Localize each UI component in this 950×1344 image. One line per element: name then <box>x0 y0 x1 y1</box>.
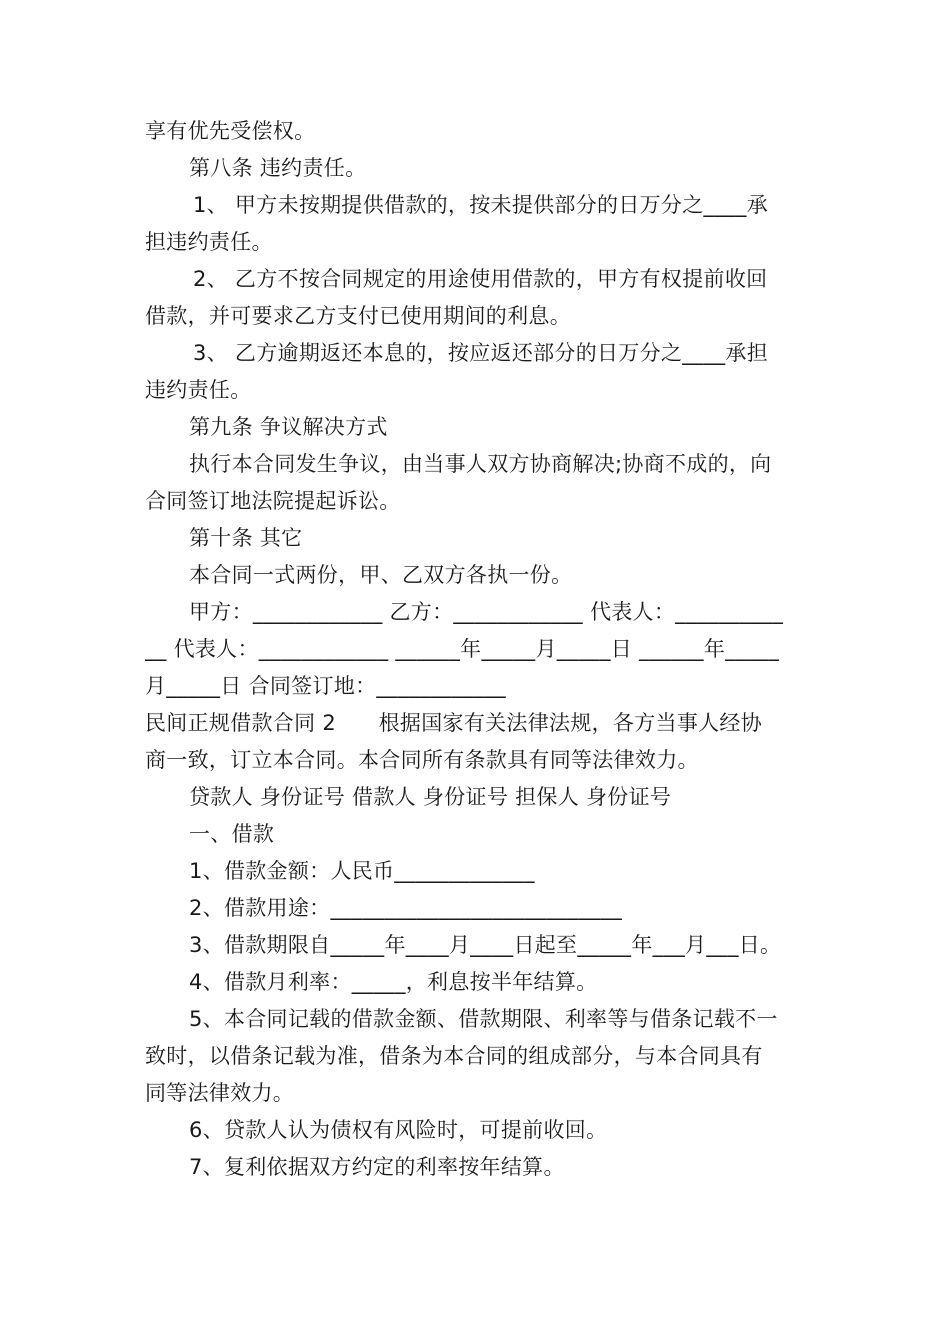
article-heading: 第九条 争议解决方式 <box>189 415 388 439</box>
text-line: 7、复利依据双方约定的利率按年结算。 <box>189 1155 565 1179</box>
text-line: 1、 甲方未按期提供借款的，按未提供部分的日万分之____承 <box>193 193 769 217</box>
text-line: 4、借款月利率：_____，利息按半年结算。 <box>189 970 598 994</box>
text-line: 2、借款用途：___________________________ <box>189 896 623 920</box>
text-line: 违约责任。 <box>145 378 252 402</box>
text-line: 5、本合同记载的借款金额、借款期限、利率等与借条记载不一 <box>189 1007 778 1031</box>
text-line: 6、贷款人认为债权有风险时，可提前收回。 <box>189 1118 608 1142</box>
text-line: 享有优先受偿权。 <box>145 119 316 143</box>
text-line: 同等法律效力。 <box>145 1081 295 1105</box>
signature-line: 甲方：____________ 乙方：____________ 代表人：__________ <box>189 600 784 624</box>
text-line: 3、 乙方逾期返还本息的，按应返还部分的日万分之____承担 <box>193 341 769 365</box>
signature-line: 月_____日 合同签订地：____________ <box>145 674 506 698</box>
article-heading: 一、借款 <box>189 822 275 846</box>
text-line: 1、借款金额：人民币_____________ <box>189 859 535 883</box>
text-line: 2、 乙方不按合同规定的用途使用借款的，甲方有权提前收回 <box>193 267 768 291</box>
article-heading: 第十条 其它 <box>189 526 303 550</box>
text-line: 借款，并可要求乙方支付已使用期间的利息。 <box>145 304 571 328</box>
text-line: 贷款人 身份证号 借款人 身份证号 担保人 身份证号 <box>189 785 672 809</box>
text-line: 担违约责任。 <box>145 230 273 254</box>
text-line: 3、借款期限自_____年____月____日起至_____年___月___日。 <box>189 933 782 957</box>
section-title: 民间正规借款合同 2 根据国家有关法律法规，各方当事人经协 <box>145 711 763 735</box>
text-line: 本合同一式两份，甲、乙双方各执一份。 <box>189 563 573 587</box>
document-page <box>145 113 807 1186</box>
text-line: 致时，以借条记载为准，借条为本合同的组成部分，与本合同具有 <box>145 1044 763 1068</box>
text-line: 商一致，订立本合同。本合同所有条款具有同等法律效力。 <box>145 748 699 772</box>
text-line: 执行本合同发生争议，由当事人双方协商解决;协商不成的，向 <box>189 452 772 476</box>
article-heading: 第八条 违约责任。 <box>189 156 367 180</box>
text-line: 合同签订地法院提起诉讼。 <box>145 489 401 513</box>
signature-line: __ 代表人：____________ ______年_____月_____日 ______年_____ <box>145 637 780 661</box>
